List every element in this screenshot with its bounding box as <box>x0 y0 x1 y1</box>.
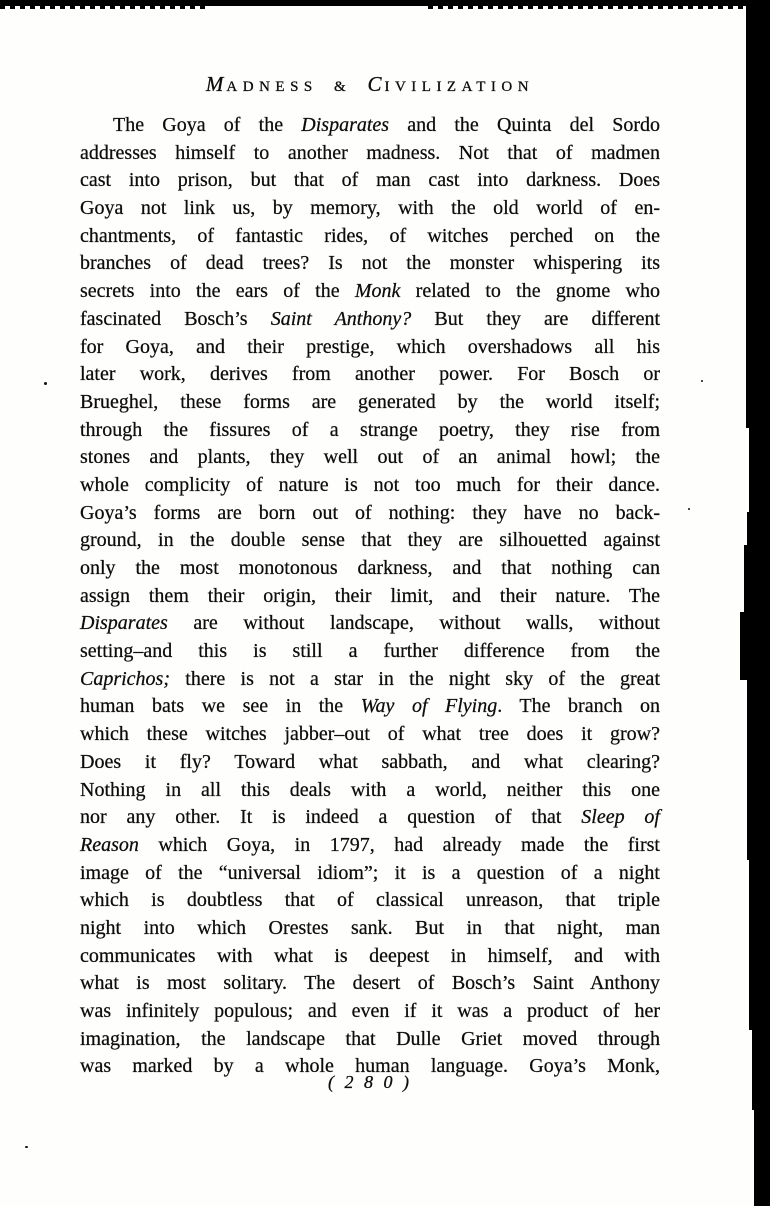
text-line: ground, in the double sense that they are silhouetted against <box>80 529 660 552</box>
running-head-ampersand: & <box>334 79 352 95</box>
text-line: imagination, the landscape that Dulle Griet moved through <box>80 1027 660 1050</box>
text-line: for Goya, and their prestige, which overshadows all his <box>80 335 660 358</box>
scan-border-right <box>730 0 770 1206</box>
text-line: Caprichos; there is not a star in the night sky of the great <box>80 667 660 690</box>
scan-speck <box>701 380 703 382</box>
scan-border-top-dashes-right <box>428 6 770 9</box>
text-line: The Goya of the Disparates and the Quinta del Sordo <box>113 114 660 136</box>
page-number: ( 2 8 0 ) <box>328 1072 412 1092</box>
text-line: was infinitely populous; and even if it was a product of her <box>80 1000 660 1022</box>
text-line: Goya’s forms are born out of nothing: they have no back- <box>80 501 660 524</box>
text-line: Does it fly? Toward what sabbath, and what clearing? <box>80 750 660 773</box>
text-line: later work, derives from another power. For Bosch or <box>80 363 660 386</box>
text-line: which these witches jabber–out of what tree does it grow? <box>80 723 660 746</box>
text-line: through the fissures of a strange poetry, they rise from <box>80 418 660 441</box>
text-line: addresses himself to another madness. Not that of madmen <box>80 141 660 164</box>
text-line: which is doubtless that of classical unreason, that triple <box>80 889 660 912</box>
text-line: fascinated Bosch’s Saint Anthony? But they are different <box>80 307 661 330</box>
paragraph <box>80 112 660 1081</box>
text-line: night into which Orestes sank. But in that night, man <box>80 916 660 939</box>
scan-speck <box>44 382 47 385</box>
text-line: stones and plants, they well out of an animal howl; the <box>80 446 660 469</box>
text-line: image of the “universal idiom”; it is a question of a night <box>80 861 660 884</box>
text-line: Goya not link us, by memory, with the old world of en- <box>80 197 660 220</box>
scan-border-top-dashes-left <box>0 6 207 9</box>
text-line: whole complicity of nature is not too much for their dance. <box>80 473 660 496</box>
text-line: was marked by a whole human language. Goya’s Monk, <box>80 1055 660 1078</box>
running-head-initial: C <box>367 72 385 96</box>
running-head <box>80 72 660 97</box>
text-line: Disparates are without landscape, without walls, without <box>80 612 660 635</box>
text-line: cast into prison, but that of man cast into darkness. Does <box>80 169 660 192</box>
text-line: Brueghel, these forms are generated by the world itself; <box>80 390 660 413</box>
text-line: Reason which Goya, in 1797, had already made the first <box>80 833 660 856</box>
text-line: assign them their origin, their limit, and their nature. The <box>80 584 660 607</box>
text-line: only the most monotonous darkness, and that nothing can <box>80 557 660 579</box>
running-head-word: ADNESS <box>226 79 318 95</box>
text-line: setting–and this is still a further difference from the <box>80 640 660 663</box>
scan-speck <box>688 508 690 510</box>
text-line: chantments, of fantastic rides, of witches perched on the <box>80 224 660 247</box>
text-line: communicates with what is deepest in himself, and with <box>80 944 660 967</box>
running-head-initial: M <box>205 72 227 96</box>
scan-speck <box>25 1146 28 1148</box>
text-line: what is most solitary. The desert of Bosch’s Saint Anthony <box>80 972 660 995</box>
text-line: Nothing in all this deals with a world, neither this one <box>80 778 660 801</box>
text-line: secrets into the ears of the Monk related to the gnome who <box>80 280 660 303</box>
running-head-word: IVILIZATION <box>384 79 535 95</box>
text-line: branches of dead trees? Is not the monster whispering its <box>80 252 660 275</box>
text-line: human bats we see in the Way of Flying. The branch on <box>80 695 660 718</box>
text-line: nor any other. It is indeed a question of that Sleep of <box>80 806 660 829</box>
